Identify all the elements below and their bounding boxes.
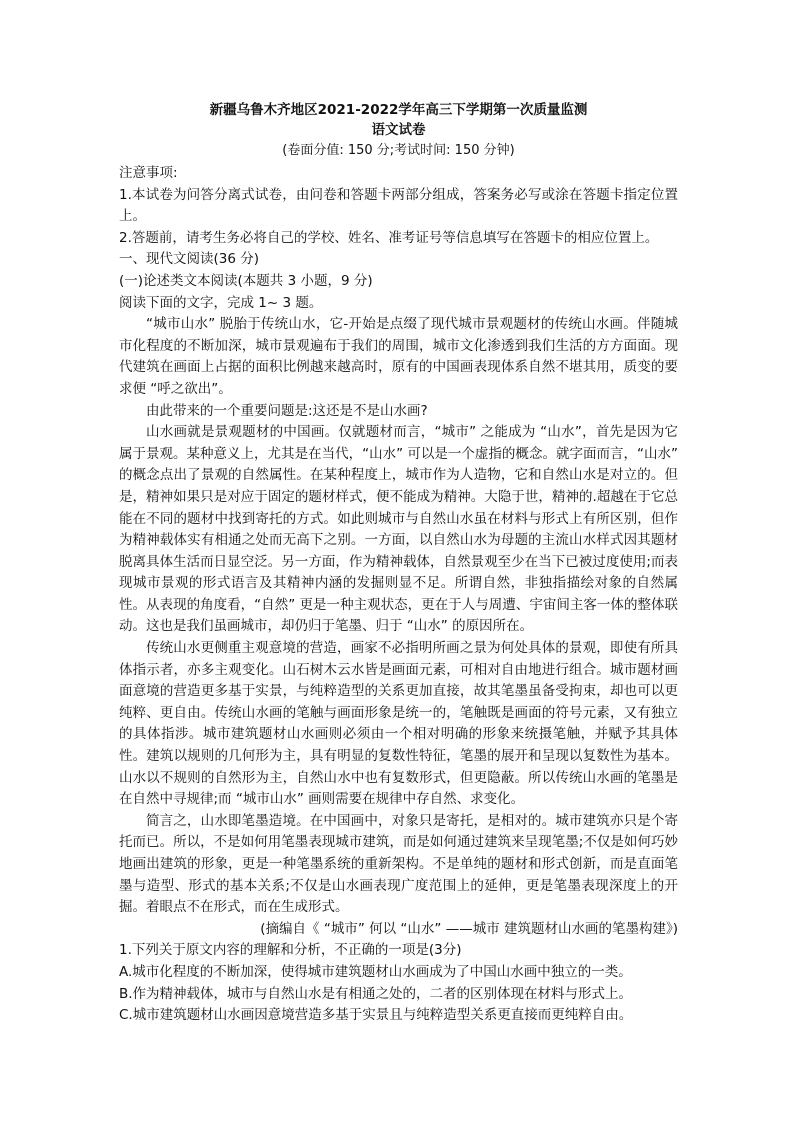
passage-source: (摘编自《 “城市” 何以 “山水” ——城市 建筑题材山水画的笔墨构建》) [260, 920, 678, 937]
passage-paragraph-5: 简言之，山水即笔墨造境。在中国画中，对象只是寄托，是相对的。城市建筑亦只是个寄托而已。所以，不是如何用笔墨表现城市建筑，而是如何通过建筑来呈现笔墨;不仅是如何巧妙地画出建筑的形象，更是一种笔墨系统的重新架构。不是单纯的题材和形式创新，而是直面笔墨与造型、形式的基本关系;不仅是山水画表现广度范围上的延伸，更是笔墨表现深度上的开掘。着眼点不在形式，而在生成形式。 [119, 812, 678, 916]
note-item-1: 1.本试卷为问答分离式试卷，由问卷和答题卡两部分组成，答案务必写或涂在答题卡指定位置上。 [119, 186, 678, 225]
exam-subject: 语文试卷 [371, 122, 426, 138]
section-sub-heading: (一)论述类文本阅读(本题共 3 小题，9 分) [119, 272, 373, 289]
notes-heading: 注意事项: [119, 165, 178, 181]
exam-info: (卷面分值: 150 分;考试时间: 150 分钟) [282, 143, 515, 158]
exam-title: 新疆乌鲁木齐地区2021-2022学年高三下学期第一次质量监测 [209, 102, 588, 118]
passage-paragraph-2: 由此带来的一个重要问题是:这还是不是山水画? [146, 402, 428, 419]
question-option-b: B.作为精神载体，城市与自然山水是有相通之处的，二者的区别体现在材料与形式上。 [119, 985, 633, 1002]
passage-paragraph-4: 传统山水更侧重主观意境的营造，画家不必指明所画之景为何处具体的景观，即使有所具体指示者，亦多主观变化。山石树木云水皆是画面元素，可相对自由地进行组合。城市题材画面意境的营造更多基于实景，与纯粹造型的关系更加直接，故其笔墨虽备受拘束，却也可以更纯粹、更自由。传统山水画的笔触与画面形象是统一的，笔触既是画面的符号元素，又有独立的具体指涉。城市建筑题材山水画则必须由一个相对明确的形象来统摄笔触，并赋予其具体性。建筑以规则的几何形为主，具有明显的复数性特征，笔墨的展开和呈现以复数性为基本。山水以不规则的自然形为主，自然山水中也有复数形式，但更隐蔽。所以传统山水画的笔墨是在自然中寻规律;而 “城市山水” 画则需要在规律中存自然、求变化。 [119, 640, 678, 808]
passage-paragraph-1: “城市山水” 脱胎于传统山水，它-开始是点缀了现代城市景观题材的传统山水画。伴随城市化程度的不断加深，城市景观遍布于我们的周围，城市文化渗透到我们生活的方方面面。现代建筑在画面上占据的面积比例越来越高时，原有的中国画表现体系自然不堪其用，质变的要求便 “呼之欲出”。 [119, 316, 678, 397]
question-option-a: A.城市化程度的不断加深，使得城市建筑题材山水画成为了中国山水画中独立的一类。 [119, 963, 632, 980]
section-instruction: 阅读下面的文字，完成 1~ 3 题。 [119, 294, 323, 311]
question-option-c: C.城市建筑题材山水画因意境营造多基于实景且与纯粹造型关系更直接而更纯粹自由。 [119, 1007, 633, 1024]
passage-paragraph-3: 山水画就是景观题材的中国画。仅就题材而言，“城市” 之能成为 “山水”，首先是因为它属于景观。某种意义上，尤其是在当代，“山水” 可以是一个虚指的概念。就字面而言，“山水” 的概念点出了景观的自然属性。在某种程度上，城市作为人造物，它和自然山水是对立的。但是，精神如果只是对应于固定的题材样式，便不能成为精神。大隐于世，精神的.超越在于它总能在不同的题材中找到寄托的方式。如此则城市与自然山水虽在材料与形式上有所区别，但作为精神载体实有相通之处而无高下之别。一方面，以自然山水为母题的主流山水样式因其题材脱离具体生活而日显空泛。另一方面，作为精神载体，自然景观至少在当下已被过度使用;而表现城市景观的形式语言及其精神内涵的发掘则显不足。所谓自然，非独指描绘对象的自然属性。从表现的角度看，“自然” 更是一种主观状态，更在于人与周遭、宇宙间主客一体的整体联动。这也是我们虽画城市，却仍归于笔墨、归于 “山水” 的原因所在。 [119, 424, 678, 635]
section-heading: 一、现代文阅读(36 分) [119, 251, 260, 268]
note-item-2: 2.答题前，请考生务必将自己的学校、姓名、准考证号等信息填写在答题卡的相应位置上。 [119, 229, 659, 246]
question-stem: 1.下列关于原文内容的理解和分析，不正确的一项是(3分) [119, 942, 462, 959]
